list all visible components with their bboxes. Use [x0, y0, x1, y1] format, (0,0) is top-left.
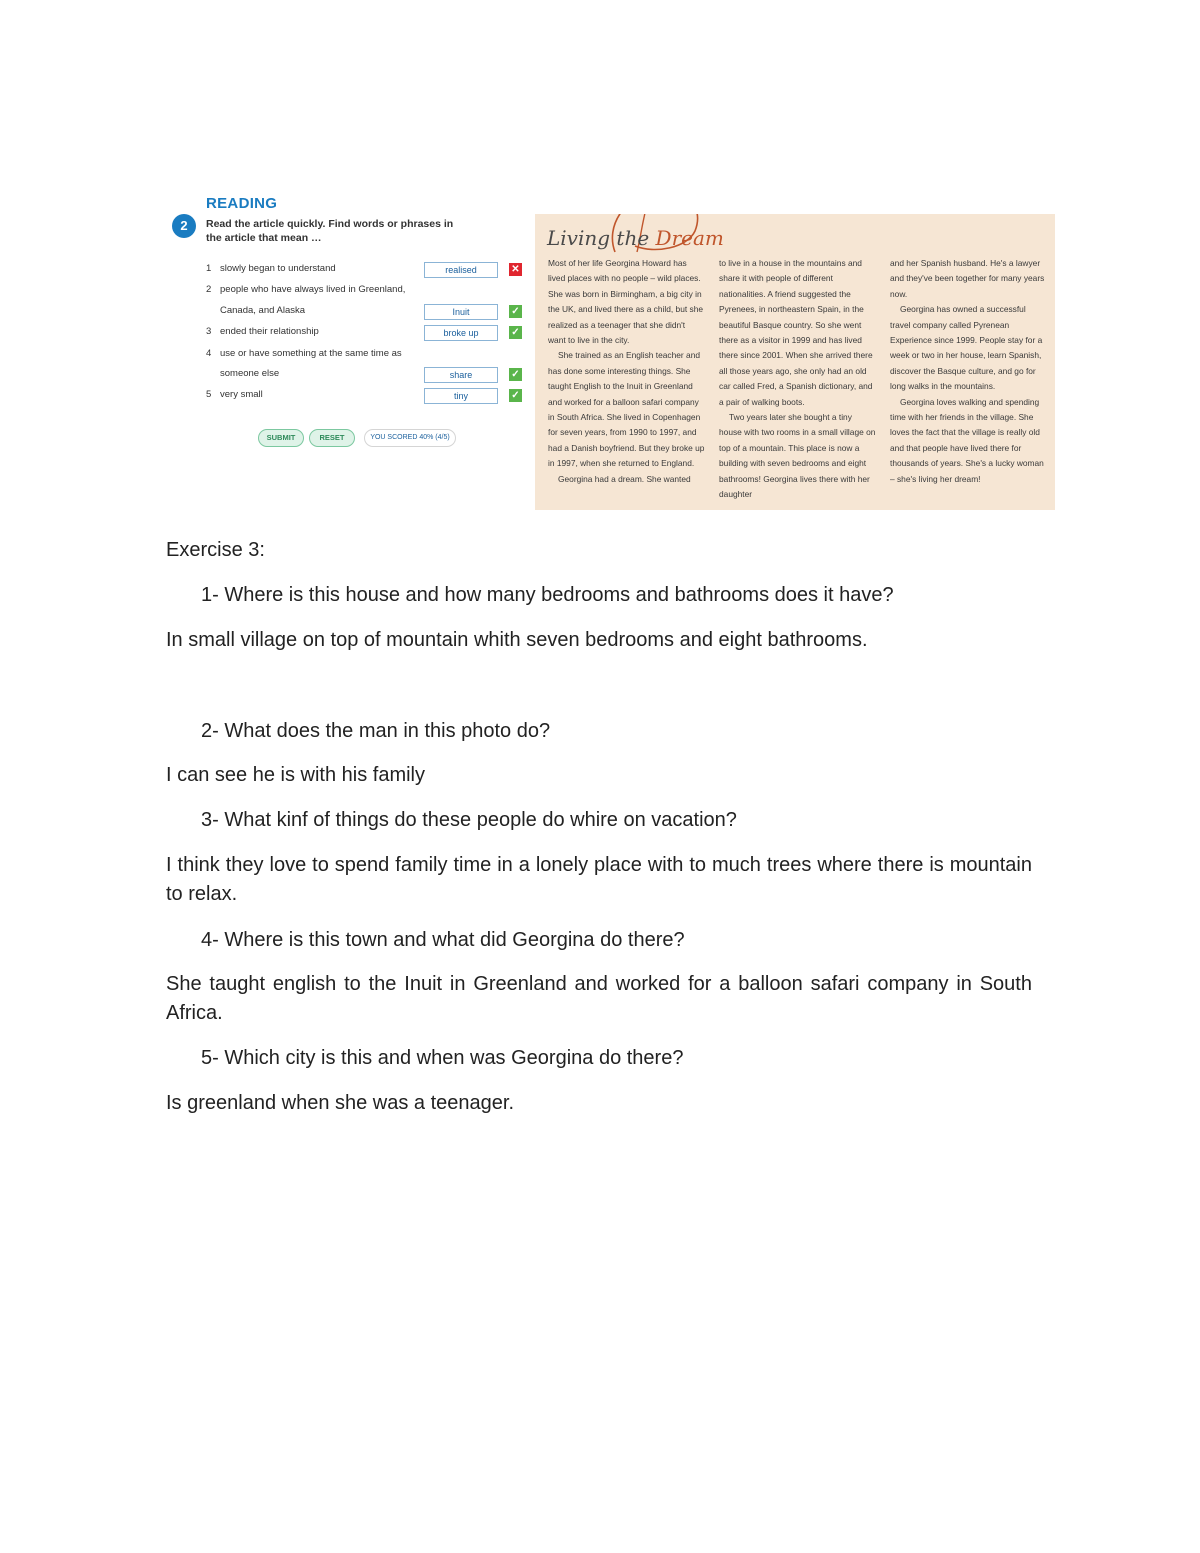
answer-input-2[interactable]: Inuit	[424, 304, 498, 320]
exercise-item	[206, 284, 405, 295]
correct-check-icon: ✓	[509, 305, 522, 318]
answer-1: In small village on top of mountain whith seven bedrooms and eight bathrooms.	[166, 629, 868, 651]
item-prompt: very small	[220, 389, 263, 400]
item-number: 5	[206, 389, 212, 400]
item-prompt: Canada, and Alaska	[220, 305, 306, 316]
item-prompt: someone else	[220, 368, 280, 379]
article-column-2	[719, 256, 876, 503]
exercise-item	[206, 389, 263, 400]
answer-input-1[interactable]: realised	[424, 262, 498, 278]
exercise-item	[206, 348, 402, 359]
correct-check-icon: ✓	[509, 368, 522, 381]
answer-3: I think they love to spend family time in a lonely place with to much trees where there is mountain to relax.	[166, 854, 1032, 905]
article-title-dream: Dream	[655, 226, 724, 250]
exercise-item-continued	[220, 305, 305, 316]
question-5: 5- Which city is this and when was Georgina do there?	[201, 1047, 684, 1069]
correct-check-icon: ✓	[509, 326, 522, 339]
article-panel	[535, 214, 1055, 510]
answer-2: I can see he is with his family	[166, 764, 425, 786]
question-3: 3- What kinf of things do these people do whire on vacation?	[201, 809, 737, 831]
item-prompt: ended their relationship	[220, 326, 319, 337]
article-paragraph: Georgina loves walking and spending time with her friends in the village. She loves the fact that the village is really old and that people have lived there for thousands of years. She's a lucky woman – she's living her dream!	[890, 396, 1044, 484]
article-title	[547, 226, 724, 250]
item-number: 2	[206, 284, 212, 295]
question-4: 4- Where is this town and what did Georgina do there?	[201, 929, 685, 951]
article-paragraph: Georgina had a dream. She wanted	[558, 473, 691, 484]
article-column-3	[890, 256, 1047, 503]
article-columns	[548, 256, 1048, 503]
article-title-prefix: Living the	[547, 226, 656, 250]
answer-input-3[interactable]: broke up	[424, 325, 498, 341]
item-number: 4	[206, 348, 212, 359]
item-prompt: people who have always lived in Greenland,	[220, 284, 406, 295]
reset-button[interactable]: RESET	[309, 429, 355, 447]
answer-input-5[interactable]: tiny	[424, 388, 498, 404]
article-paragraph: to live in a house in the mountains and share it with people of different nationalities. A friend suggested the Pyrenees, in northeastern Spain, in the beautiful Basque country. So she went there as a visitor in 1999 and has lived there since 2001. When she arrived there all those years ago, she only had an old car called Fred, a Spanish dictionary, and a pair of walking boots.	[719, 258, 873, 407]
incorrect-mark-icon: ✕	[509, 263, 522, 276]
submit-button[interactable]: SUBMIT	[258, 429, 304, 447]
item-prompt: slowly began to understand	[220, 263, 336, 274]
article-paragraph: Most of her life Georgina Howard has lived places with no people – wild places. She was born in Birmingham, a big city in the UK, and lived there as a child, but she realized as a teenager that she didn't want to live in the city.	[548, 258, 704, 346]
exercise-item	[206, 263, 336, 274]
correct-check-icon: ✓	[509, 389, 522, 402]
reading-heading: READING	[206, 195, 278, 212]
reading-instruction: Read the article quickly. Find words or phrases in the article that mean …	[206, 218, 454, 244]
step-number-badge: 2	[172, 214, 196, 238]
article-column-1	[548, 256, 705, 503]
answer-5: Is greenland when she was a teenager.	[166, 1092, 515, 1114]
item-number: 3	[206, 326, 212, 337]
article-paragraph: Two years later she bought a tiny house with two rooms in a small village on top of a mountain. This place is now a building with seven bedrooms and eight bathrooms! Georgina lives there with her daughter	[719, 412, 876, 500]
item-prompt: use or have something at the same time as	[220, 348, 402, 359]
question-2: 2- What does the man in this photo do?	[201, 720, 551, 742]
exercise-item	[206, 326, 319, 337]
answer-input-4[interactable]: share	[424, 367, 498, 383]
answer-4: She taught english to the Inuit in Greenland and worked for a balloon safari company in South Africa.	[166, 973, 1032, 1024]
item-number: 1	[206, 263, 212, 274]
score-display: YOU SCORED 40% (4/5)	[364, 429, 456, 447]
exercise-item-continued	[220, 368, 279, 379]
article-paragraph: She trained as an English teacher and has done some interesting things. She taught English to the Inuit in Greenland and worked for a balloon safari company in South Africa. She lived in Copenhagen for seven years, from 1990 to 1997, and had a Danish boyfriend. But they broke up in 1997, when she returned to England.	[548, 350, 705, 469]
reading-exercise-panel	[170, 190, 530, 460]
question-1: 1- Where is this house and how many bedrooms and bathrooms does it have?	[201, 584, 894, 606]
article-paragraph: Georgina has owned a successful travel company called Pyrenean Experience since 1999. People stay for a week or two in her house, learn Spanish, discover the Basque culture, and go for long walks in the mountains.	[890, 304, 1043, 392]
exercise-title: Exercise 3:	[166, 539, 265, 561]
article-paragraph: and her Spanish husband. He's a lawyer and they've been together for many years now.	[890, 258, 1045, 299]
